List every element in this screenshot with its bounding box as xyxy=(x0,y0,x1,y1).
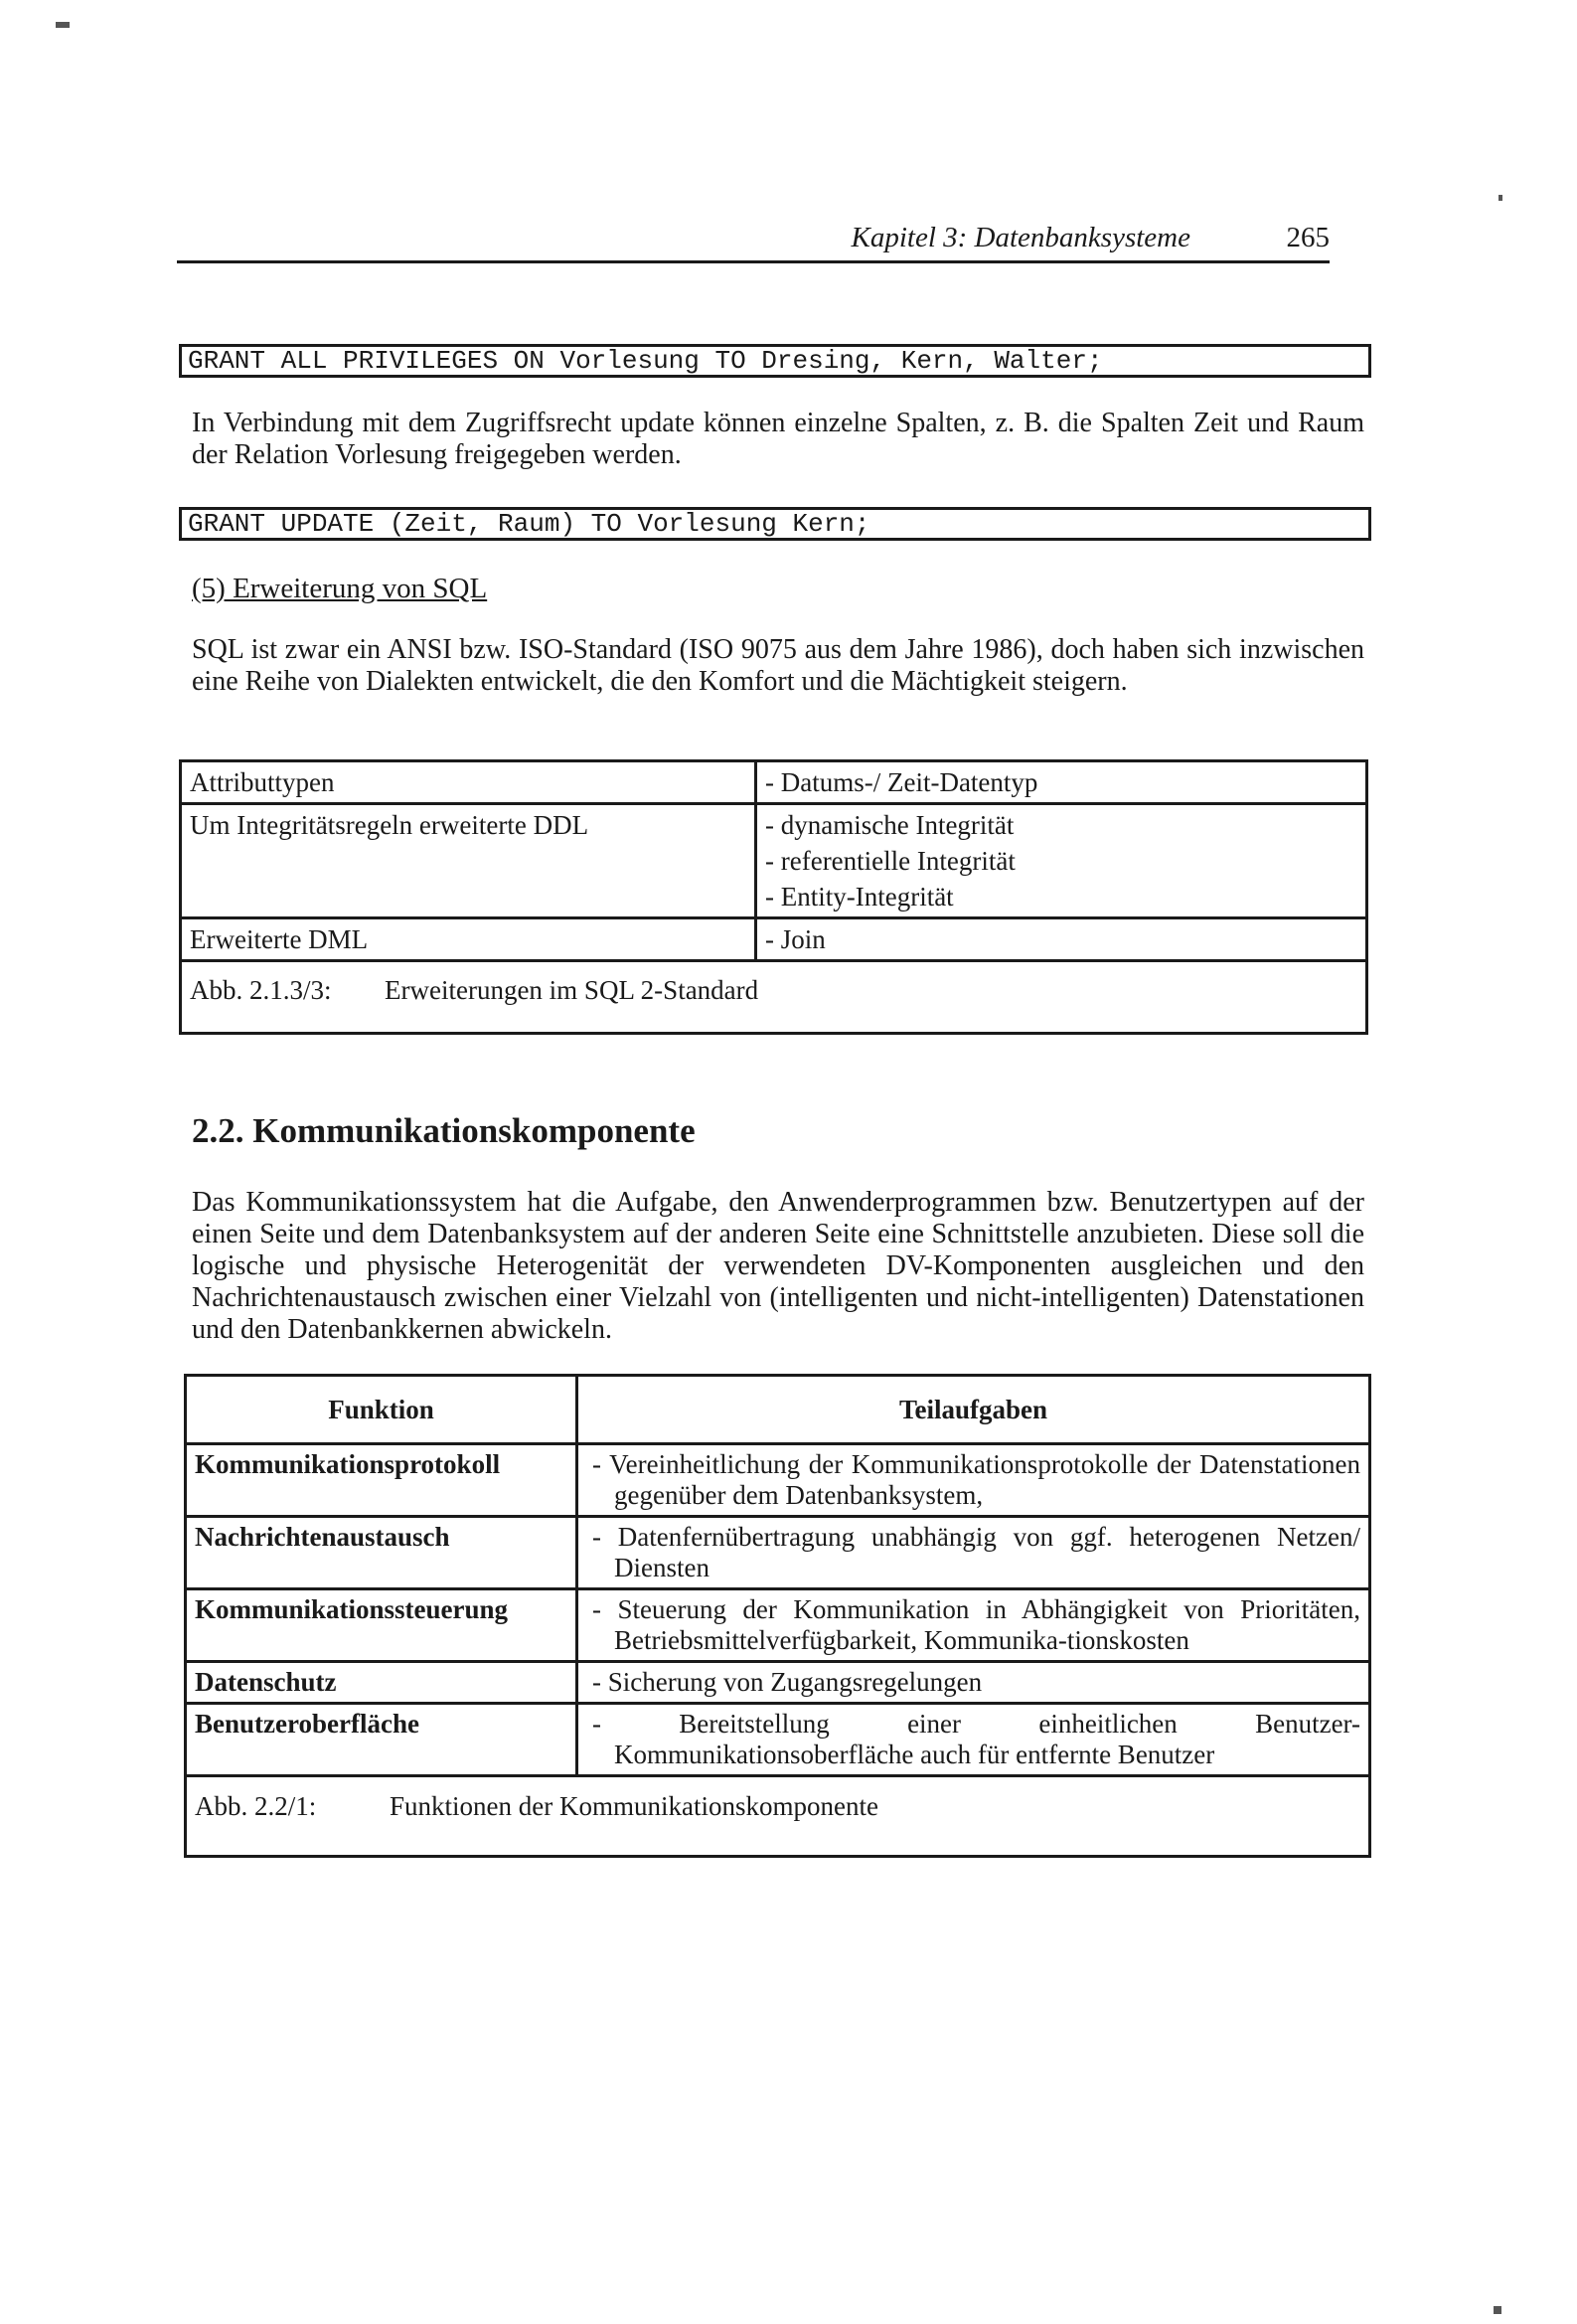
column-header: Funktion xyxy=(186,1376,577,1444)
scan-speck xyxy=(1498,195,1502,201)
running-header xyxy=(177,217,1330,263)
table-cell: Attributtypen xyxy=(181,761,756,804)
table-row xyxy=(181,918,1367,961)
table-cell: Datenschutz xyxy=(186,1662,577,1704)
table-cell: - Steuerung der Kommunikation in Abhängigkeit von Prioritäten, Betriebsmittelverfügbarkeit, Kommunika-tionskosten xyxy=(577,1589,1370,1662)
table-cell: Benutzeroberfläche xyxy=(186,1704,577,1776)
table-row xyxy=(186,1662,1370,1704)
table-row xyxy=(186,1589,1370,1662)
figure-caption xyxy=(186,1776,1370,1857)
table-cell xyxy=(756,918,1367,961)
list-item: - referentielle Integrität xyxy=(765,846,1016,876)
table-cell: - Sicherung von Zugangsregelungen xyxy=(577,1662,1370,1704)
table-row xyxy=(181,761,1367,804)
table-cell: - Vereinheitlichung der Kommunikationsprotokolle der Datenstationen gegenüber dem Datenbanksystem, xyxy=(577,1444,1370,1517)
table-cell: - Bereitstellung einer einheitlichen Benutzer-Kommunikationsoberfläche auch für entfernte Benutzer xyxy=(577,1704,1370,1776)
list-item: - dynamische Integrität xyxy=(765,810,1015,840)
table-cell xyxy=(756,761,1367,804)
list-item: - Entity-Integrität xyxy=(765,882,954,912)
table-cell: Kommunikationssteuerung xyxy=(186,1589,577,1662)
figure-caption-text: Erweiterungen im SQL 2-Standard xyxy=(385,975,759,1005)
table-cell: Erweiterte DML xyxy=(181,918,756,961)
figure-label: Abb. 2.2/1: xyxy=(195,1791,317,1821)
code-grant-update: GRANT UPDATE (Zeit, Raum) TO Vorlesung Kern; xyxy=(179,507,1371,541)
list-item: - Join xyxy=(765,924,826,954)
table-caption-row xyxy=(186,1776,1370,1857)
figure-caption xyxy=(181,961,1367,1034)
table-cell xyxy=(756,804,1367,918)
table-caption-row xyxy=(181,961,1367,1034)
figure-caption-text: Funktionen der Kommunikationskomponente xyxy=(390,1791,878,1821)
table-row xyxy=(181,804,1367,918)
paragraph-communication-system: Das Kommunikationssystem hat die Aufgabe, den Anwenderprogrammen bzw. Benutzertypen auf der einen Seite und dem Datenbanksystem auf der anderen Seite eine Schnittstelle anzubieten. Diese soll die logische und physische Heterogenität der verwendeten DV-Komponenten ausgleichen und den Nachrichtenaustausch zwischen einer Vielzahl von (intelligenten und nicht-intelligenten) Datenstationen und den Datenbankkernen abwickeln. xyxy=(192,1187,1364,1345)
sql2-extensions-table xyxy=(179,759,1368,1035)
chapter-title: Kapitel 3: Datenbanksysteme xyxy=(851,222,1190,253)
subheading-sql-extension: (5) Erweiterung von SQL xyxy=(192,573,488,604)
paragraph-update-privilege: In Verbindung mit dem Zugriffsrecht update können einzelne Spalten, z. B. die Spalten Zeit und Raum der Relation Vorlesung freigegeben werden. xyxy=(192,408,1364,470)
table-row xyxy=(186,1517,1370,1589)
table-cell: Um Integritätsregeln erweiterte DDL xyxy=(181,804,756,918)
scan-speck xyxy=(1494,2306,1501,2314)
column-header: Teilaufgaben xyxy=(577,1376,1370,1444)
figure-label: Abb. 2.1.3/3: xyxy=(190,975,332,1005)
section-title: 2.2. Kommunikationskomponente xyxy=(192,1111,696,1150)
paragraph-sql-standard: SQL ist zwar ein ANSI bzw. ISO-Standard (ISO 9075 aus dem Jahre 1986), doch haben sich inzwischen eine Reihe von Dialekten entwickelt, die den Komfort und die Mächtigkeit steigern. xyxy=(192,634,1364,697)
scan-speck xyxy=(56,22,70,28)
communication-functions-table xyxy=(184,1374,1371,1858)
table-row xyxy=(186,1704,1370,1776)
table-header-row xyxy=(186,1376,1370,1444)
table-cell: Nachrichtenaustausch xyxy=(186,1517,577,1589)
list-item: - Datums-/ Zeit-Datentyp xyxy=(765,767,1038,797)
table-cell: Kommunikationsprotokoll xyxy=(186,1444,577,1517)
table-row xyxy=(186,1444,1370,1517)
code-grant-all: GRANT ALL PRIVILEGES ON Vorlesung TO Dresing, Kern, Walter; xyxy=(179,344,1371,378)
page-number: 265 xyxy=(1286,222,1330,253)
table-cell: - Datenfernübertragung unabhängig von ggf. heterogenen Netzen/ Diensten xyxy=(577,1517,1370,1589)
